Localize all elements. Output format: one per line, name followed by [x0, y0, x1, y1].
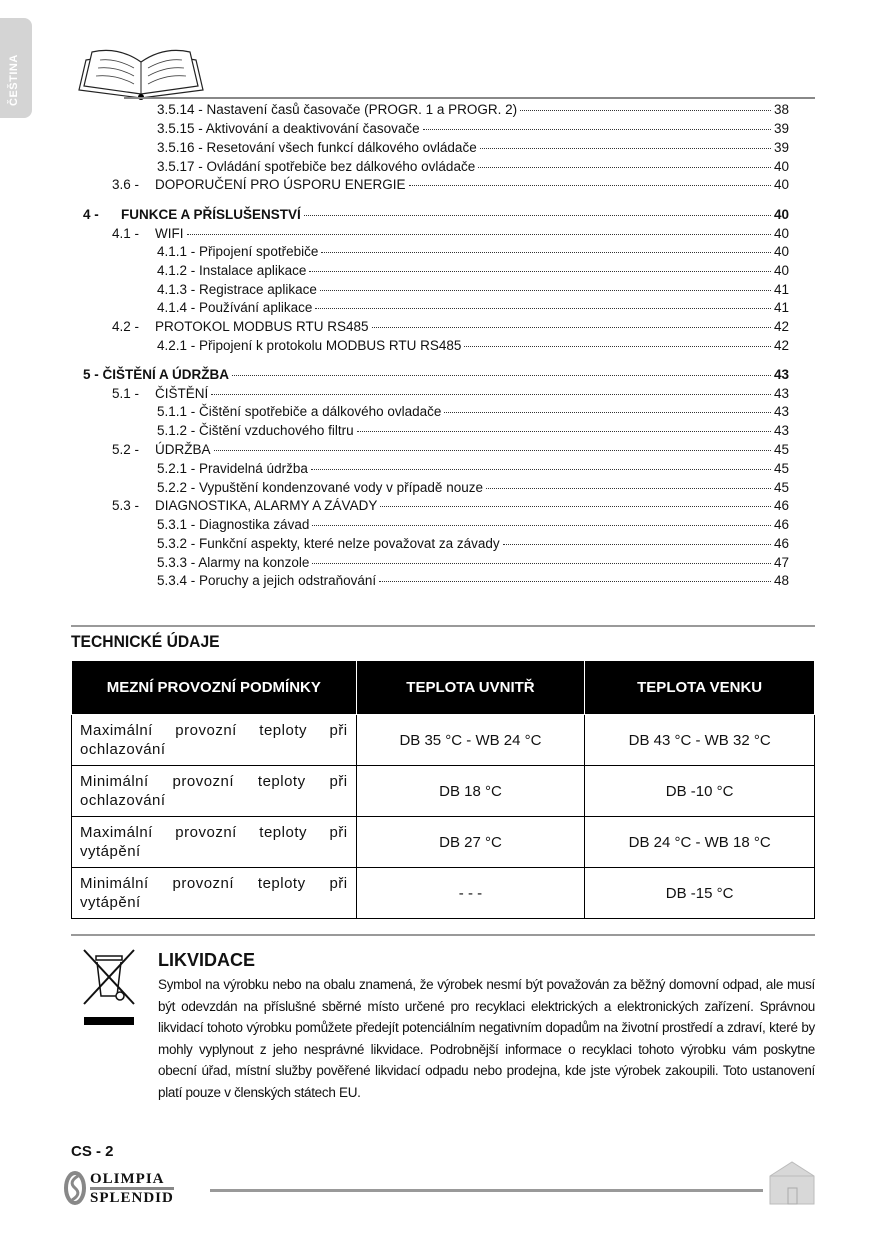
toc-title: 5.1.2 - Čištění vzduchového filtru: [157, 423, 354, 438]
outdoor-temp-cell: DB -10 °C: [585, 766, 815, 817]
toc-title: ČIŠTĚNÍ: [155, 386, 209, 401]
toc-page: 46: [773, 536, 789, 551]
toc-entry[interactable]: [112, 386, 789, 405]
toc-page: 43: [773, 423, 789, 438]
toc-title: 4.1.1 - Připojení spotřebiče: [157, 244, 319, 259]
toc-entry[interactable]: [157, 121, 789, 140]
toc-entry[interactable]: [157, 282, 789, 301]
dot-leader: [315, 308, 771, 309]
book-icon: [76, 46, 206, 101]
dot-leader: [311, 469, 771, 470]
indoor-temp-cell: - - -: [356, 868, 585, 919]
dot-leader: [372, 327, 771, 328]
toc-title: WIFI: [155, 226, 184, 241]
page-number: CS - 2: [71, 1143, 114, 1160]
toc-entry[interactable]: [157, 263, 789, 282]
outdoor-temp-cell: DB 24 °C - WB 18 °C: [585, 817, 815, 868]
disposal-text: Symbol na výrobku nebo na obalu znamená, že výrobek nesmí být považován za běžný domovní odpad, ale musí být odevzdán na příslušné sběrné místo určené pro recyklaci elektrických a elektronických zařízení. Správnou likvidací tohoto výrobku pomůžete předejít potenciálním negativním dopadům na životní prostředí a zdraví, které by mohly vyplynout z jeho nesprávné likvidace. Podrobnější informace o recyklaci tohoto výrobku vám poskytne obecní úřad, místní služby pověřené likvidací odpadu nebo prodejna, kde jste výrobek zakoupili. Toto ustanovení platí pouze v členských státech EU.: [158, 977, 815, 1100]
toc-number: 4.2 -: [112, 319, 140, 334]
table-row: [72, 715, 815, 766]
toc-entry[interactable]: [157, 423, 789, 442]
dot-leader: [444, 412, 771, 413]
toc-entry[interactable]: [157, 140, 789, 159]
toc-page: 45: [773, 442, 789, 457]
divider: [71, 934, 815, 936]
language-tab: ČEŠTINA: [0, 18, 32, 118]
dot-leader: [321, 252, 771, 253]
toc-entry[interactable]: [83, 207, 789, 226]
toc-entry[interactable]: [83, 367, 789, 386]
dot-leader: [312, 563, 771, 564]
toc-entry[interactable]: [157, 159, 789, 178]
toc-page: 46: [773, 498, 789, 513]
toc-page: 40: [773, 263, 789, 278]
toc-entry[interactable]: [157, 300, 789, 319]
table-row: [72, 868, 815, 919]
toc-page: 42: [773, 338, 789, 353]
toc-number: 5.1 -: [112, 386, 140, 401]
dot-leader: [379, 581, 771, 582]
toc-entry[interactable]: [157, 102, 789, 121]
dot-leader: [478, 167, 771, 168]
toc-entry[interactable]: [112, 498, 789, 517]
divider: [71, 625, 815, 627]
operating-limits-table: [71, 660, 815, 919]
toc-title: 3.5.15 - Aktivování a deaktivování časovače: [157, 121, 420, 136]
toc-page: 38: [773, 102, 789, 117]
dot-leader: [232, 375, 771, 376]
outdoor-temp-cell: DB 43 °C - WB 32 °C: [585, 715, 815, 766]
toc-page: 43: [773, 386, 789, 401]
toc-page: 48: [773, 573, 789, 588]
toc-entry[interactable]: [157, 536, 789, 555]
toc-title: 4.1.2 - Instalace aplikace: [157, 263, 307, 278]
toc-page: 41: [773, 282, 789, 297]
condition-cell: Minimální provozní teploty při vytápění: [72, 868, 357, 919]
weee-bin-icon: [82, 946, 138, 1028]
toc-entry[interactable]: [157, 480, 789, 499]
toc-page: 39: [773, 140, 789, 155]
toc-page: 47: [773, 555, 789, 570]
column-header: MEZNÍ PROVOZNÍ PODMÍNKY: [72, 661, 357, 715]
toc-title: 4.2.1 - Připojení k protokolu MODBUS RTU RS485: [157, 338, 462, 353]
toc-title: PROTOKOL MODBUS RTU RS485: [155, 319, 369, 334]
home-icon[interactable]: [768, 1160, 816, 1206]
toc-title: 4.1.3 - Registrace aplikace: [157, 282, 317, 297]
disposal-title: LIKVIDACE: [158, 950, 256, 970]
toc-page: 45: [773, 461, 789, 476]
toc-number: 4.1 -: [112, 226, 140, 241]
condition-cell: Maximální provozní teploty při vytápění: [72, 817, 357, 868]
dot-leader: [480, 148, 771, 149]
toc-page: 40: [773, 226, 789, 241]
column-header: TEPLOTA VENKU: [585, 661, 815, 715]
toc-title: 5.3.1 - Diagnostika závad: [157, 517, 310, 532]
condition-cell: Minimální provozní teploty při ochlazování: [72, 766, 357, 817]
toc-title: DOPORUČENÍ PRO ÚSPORU ENERGIE: [155, 177, 406, 192]
table-row: [72, 817, 815, 868]
toc-title: FUNKCE A PŘÍSLUŠENSTVÍ: [121, 207, 301, 222]
toc-entry[interactable]: [112, 177, 789, 196]
dot-leader: [312, 525, 771, 526]
header-rule: [124, 97, 815, 99]
dot-leader: [214, 450, 771, 451]
toc-entry[interactable]: [157, 404, 789, 423]
dot-leader: [464, 346, 771, 347]
logo-mark-icon: [64, 1170, 86, 1206]
dot-leader: [320, 290, 771, 291]
dot-leader: [380, 506, 771, 507]
dot-leader: [520, 110, 771, 111]
column-header: TEPLOTA UVNITŘ: [356, 661, 585, 715]
toc-entry[interactable]: [157, 338, 789, 357]
toc-title: 5.3.2 - Funkční aspekty, které nelze považovat za závady: [157, 536, 500, 551]
dot-leader: [503, 544, 771, 545]
dot-leader: [423, 129, 771, 130]
dot-leader: [309, 271, 771, 272]
toc-title: 4.1.4 - Používání aplikace: [157, 300, 313, 315]
dot-leader: [187, 234, 771, 235]
olimpia-splendid-logo: OLIMPIA SPLENDID: [64, 1170, 174, 1206]
toc-page: 45: [773, 480, 789, 495]
toc-number: 5.3 -: [112, 498, 140, 513]
table-row: [72, 766, 815, 817]
toc-title: ÚDRŽBA: [155, 442, 211, 457]
toc-page: 46: [773, 517, 789, 532]
dot-leader: [486, 488, 771, 489]
toc-page: 42: [773, 319, 789, 334]
toc-title: 3.5.16 - Resetování všech funkcí dálkového ovládače: [157, 140, 477, 155]
indoor-temp-cell: DB 35 °C - WB 24 °C: [356, 715, 585, 766]
toc-page: 41: [773, 300, 789, 315]
toc-entry[interactable]: [157, 517, 789, 536]
dot-leader: [357, 431, 771, 432]
toc-title: 5 - ČIŠTĚNÍ A ÚDRŽBA: [83, 367, 230, 382]
toc-number: 4 -: [83, 207, 99, 222]
toc-title: DIAGNOSTIKA, ALARMY A ZÁVADY: [155, 498, 378, 513]
section-title: TECHNICKÉ ÚDAJE: [71, 632, 220, 651]
toc-page: 43: [773, 367, 789, 382]
toc-page: 39: [773, 121, 789, 136]
dot-leader: [211, 394, 771, 395]
toc-entry[interactable]: [112, 319, 789, 338]
dot-leader: [304, 215, 771, 216]
toc-entry[interactable]: [157, 555, 789, 574]
toc-title: 5.3.3 - Alarmy na konzole: [157, 555, 310, 570]
toc-page: 40: [773, 244, 789, 259]
condition-cell: Maximální provozní teploty při ochlazování: [72, 715, 357, 766]
toc-entry[interactable]: [157, 461, 789, 480]
outdoor-temp-cell: DB -15 °C: [585, 868, 815, 919]
indoor-temp-cell: DB 27 °C: [356, 817, 585, 868]
toc-title: 5.2.2 - Vypuštění kondenzované vody v případě nouze: [157, 480, 483, 495]
toc-title: 3.5.14 - Nastavení časů časovače (PROGR. 1 a PROGR. 2): [157, 102, 518, 117]
toc-page: 40: [773, 207, 789, 222]
toc-page: 43: [773, 404, 789, 419]
toc-title: 3.5.17 - Ovládání spotřebiče bez dálkového ovládače: [157, 159, 476, 174]
dot-leader: [409, 185, 771, 186]
toc-entry[interactable]: [157, 244, 789, 263]
toc-entry[interactable]: [112, 442, 789, 461]
toc-entry[interactable]: [157, 573, 789, 592]
toc-title: 5.2.1 - Pravidelná údržba: [157, 461, 308, 476]
indoor-temp-cell: DB 18 °C: [356, 766, 585, 817]
toc-page: 40: [773, 177, 789, 192]
toc-title: 5.3.4 - Poruchy a jejich odstraňování: [157, 573, 377, 588]
toc-title: 5.1.1 - Čištění spotřebiče a dálkového ovladače: [157, 404, 442, 419]
toc-page: 40: [773, 159, 789, 174]
toc-number: 5.2 -: [112, 442, 140, 457]
footer-rule: [210, 1189, 763, 1192]
toc-entry[interactable]: [112, 226, 789, 245]
toc-number: 3.6 -: [112, 177, 140, 192]
